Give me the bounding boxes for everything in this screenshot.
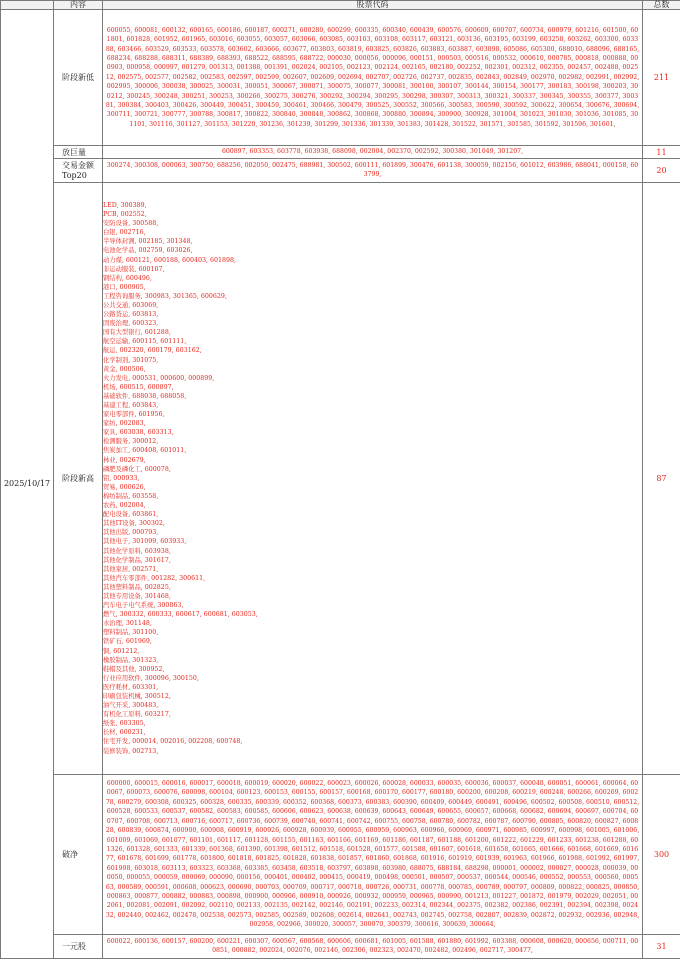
sector-item: 家电零部件, 601956,	[103, 410, 642, 419]
category-cell: 破净	[54, 774, 103, 934]
sector-item: 林业, 002679,	[103, 456, 642, 465]
sector-item: 铝, 000933,	[103, 474, 642, 483]
sector-item: 其他化学原料, 603938,	[103, 547, 642, 556]
count-cell: 211	[643, 10, 680, 146]
category-cell: 一元股	[54, 934, 103, 958]
sector-item: 铁矿石, 601969,	[103, 637, 642, 646]
codes-cell: 600022, 600136, 600157, 600200, 600221, 600307, 600567, 600568, 600606, 600681, 601005, 601588, 601880, 601992, 603388, 000608, 000620, 000656, 000711, 000851, 000882, 002024, 002076, 002146, 002306, 002323, 002470, 002482, 002496, 002717, 300477,	[103, 934, 643, 958]
sector-item: 水治理, 301148,	[103, 619, 642, 628]
sector-item: 鞋帽及其他, 300952,	[103, 665, 642, 674]
sector-item: 基建工程, 603843,	[103, 401, 642, 410]
sector-item: 油气开采, 300483,	[103, 701, 642, 710]
sector-item: 固废治理, 600323,	[103, 319, 642, 328]
codes-cell: 600000, 600015, 600016, 600017, 600018, 600019, 600020, 600022, 600023, 600026, 600028, 600033, 600035, 600036, 600037, 600048, 600051, 600061, 600064, 600067, 600073, 600076, 600098, 600104, 600123, 600153, 600155, 600157, 600168, 600170, 600177, 600180, 600200, 600208, 600219, 600248, 600266, 600269, 600278, 600279, 600308, 600325, 600328, 600335, 600339, 600352, 600368, 600373, 600383, 600390, 600409, 600449, 600491, 600496, 600502, 600508, 600510, 600512, 600528, 600533, 600537, 600582, 600583, 600585, 600606, 600623, 600638, 600639, 600643, 600649, 600655, 600657, 600668, 600682, 600694, 600697, 600704, 600707, 600708, 600713, 600716, 600717, 600736, 600739, 600740, 600741, 600742, 600755, 600758, 600780, 600782, 600787, 600790, 600805, 600820, 600827, 600828, 600839, 600874, 600900, 600908, 600919, 600926, 600928, 600939, 600955, 600959, 600963, 600966, 600969, 600971, 600985, 600997, 600998, 601005, 601006, 601009, 601069, 601077, 601101, 601117, 601128, 601155, 601163, 601166, 601169, 601186, 601187, 601188, 601200, 601222, 601229, 601233, 601238, 601288, 601326, 601328, 601333, 601339, 601368, 601390, 601398, 601512, 601518, 601528, 601577, 601588, 601607, 601618, 601658, 601665, 601666, 601668, 601669, 601677, 601678, 601699, 601778, 601800, 601818, 601825, 601828, 601838, 601857, 601860, 601868, 601916, 601919, 601939, 601963, 601966, 601988, 601992, 601997, 601998, 603018, 603113, 603323, 603368, 603385, 603458, 603518, 603797, 603898, 603980, 688075, 688184, 688298, 000001, 000002, 000027, 000028, 000039, 000050, 000055, 000059, 000069, 000090, 000156, 000401, 000402, 000415, 000419, 000498, 000501, 000507, 000537, 000544, 000546, 000552, 000553, 000560, 000563, 000589, 000591, 000608, 000623, 000690, 000703, 000709, 000717, 000718, 000726, 000731, 000778, 000785, 000789, 000797, 000809, 000822, 000825, 000850, 000863, 000877, 000882, 000883, 000898, 000900, 000906, 000910, 000926, 000932, 000959, 000965, 000990, 001213, 001227, 001872, 001979, 002029, 002051, 002061, 002081, 002091, 002092, 002110, 002133, 002135, 002142, 002146, 002191, 002233, 002314, 002344, 002375, 002382, 002386, 002391, 002394, 002398, 002432, 002440, 002462, 002478, 002538, 002573, 002585, 002589, 002608, 002614, 002641, 002743, 002745, 002758, 002807, 002839, 002872, 002932, 002936, 002948, 002958, 002966, 300020, 300057, 300070, 300379, 300616, 300639, 300664,	[103, 774, 643, 934]
sector-item: 家纺, 002083,	[103, 419, 642, 428]
sector-item: 磷肥及磷化工, 600078,	[103, 465, 642, 474]
sector-item: 白银, 002716,	[103, 228, 642, 237]
count-cell: 31	[643, 934, 680, 958]
header-content-col: 内容	[54, 1, 103, 10]
table-row	[1, 159, 680, 183]
sector-item: 贸易, 000626,	[103, 483, 642, 492]
sector-item: 长材, 600231,	[103, 728, 642, 737]
sector-item: LED, 300389,	[103, 201, 642, 210]
sector-item: 纸张, 603305,	[103, 719, 642, 728]
sector-item: 医疗耗材, 603301,	[103, 683, 642, 692]
sector-item: 火力发电, 000531, 000600, 000899,	[103, 374, 642, 383]
sector-item: 焦炭加工, 600408, 601011,	[103, 446, 642, 455]
sector-item: 其他IT设备, 300302,	[103, 519, 642, 528]
sector-item: 机场, 600515, 600897,	[103, 383, 642, 392]
sector-item: 装修装饰, 002713,	[103, 747, 642, 756]
category-cell: 交易金额Top20	[54, 159, 103, 183]
sector-item: 港口, 000905,	[103, 283, 642, 292]
sector-item: 住宅开发, 000014, 002016, 002208, 600748,	[103, 737, 642, 746]
codes-cell: 600055, 600081, 600132, 600165, 600186, 600187, 600271, 600280, 600299, 600335, 600340, 600439, 600576, 600609, 600707, 600734, 600979, 601216, 601500, 601801, 601828, 601952, 601965, 603016, 603055, 603057, 603066, 603085, 603103, 603108, 603117, 603121, 603136, 603195, 603199, 603258, 603262, 603300, 603388, 603466, 603529, 603533, 603578, 603602, 603666, 603677, 603803, 603819, 603825, 603826, 603883, 603887, 603898, 605086, 605300, 688010, 688096, 688165, 688234, 688288, 688311, 688389, 688393, 688522, 688595, 688722, 000030, 000056, 000096, 000151, 000503, 000516, 000532, 000610, 000785, 000818, 000888, 000903, 000958, 000997, 001279, 001313, 001388, 001391, 002024, 002105, 002123, 002124, 002165, 002180, 002252, 002301, 002312, 002355, 002457, 002488, 002512, 002575, 002577, 002582, 002583, 002597, 002599, 002607, 002609, 002694, 002707, 002726, 002737, 002835, 002843, 002849, 002970, 002982, 002991, 002992, 002995, 300006, 300038, 300025, 300031, 300051, 300067, 300071, 300075, 300077, 300081, 300100, 300107, 300144, 300154, 300177, 300183, 300198, 300203, 300212, 300245, 300248, 300251, 300253, 300266, 300275, 300276, 300292, 300294, 300295, 300298, 300307, 300313, 300321, 300337, 300345, 300355, 300377, 300381, 300384, 300403, 300426, 300449, 300451, 300459, 300461, 300466, 300479, 300525, 300552, 300566, 300583, 300590, 300592, 300622, 300654, 300676, 300694, 300711, 300721, 300777, 300788, 300817, 300822, 300840, 300848, 300862, 300868, 300880, 300894, 300900, 300928, 301004, 301023, 301030, 301036, 301085, 301101, 301116, 301127, 301153, 301220, 301236, 301239, 301299, 301336, 301339, 301383, 301428, 301522, 301571, 301585, 301592, 301596, 301601,	[103, 10, 643, 146]
header-date-col	[1, 1, 54, 10]
table-row	[1, 774, 680, 934]
sector-item: 塑料制品, 301100,	[103, 628, 642, 637]
sector-item: 电池化学品, 002759, 603026,	[103, 246, 642, 255]
count-cell: 87	[643, 182, 680, 774]
sector-list-cell	[103, 182, 643, 774]
sector-list	[103, 201, 642, 756]
sector-item: 航空运输, 600115, 601111,	[103, 337, 642, 346]
sector-item: 行业应用软件, 300096, 300150,	[103, 674, 642, 683]
sector-item: 其他家居, 002571,	[103, 565, 642, 574]
codes-cell: 600897, 603353, 603778, 603938, 688098, 002004, 002370, 002592, 300380, 301049, 301207,	[103, 146, 643, 159]
table-row	[1, 182, 680, 774]
sector-item: 半导体封测, 002185, 301348,	[103, 237, 642, 246]
sector-item: 其他化学制品, 301617,	[103, 556, 642, 565]
sector-item: 检测服务, 300012,	[103, 437, 642, 446]
sector-item: 家具, 603038, 603313,	[103, 428, 642, 437]
sector-item: 有机化工原料, 603217,	[103, 710, 642, 719]
sector-item: 汽车电子电气系统, 300863,	[103, 601, 642, 610]
sector-item: 安防设备, 300588,	[103, 219, 642, 228]
sector-item: 国有大型银行, 601288,	[103, 328, 642, 337]
sector-item: 非运动服装, 600107,	[103, 265, 642, 274]
table-row	[1, 146, 680, 159]
header-code-col: 股票代码	[103, 1, 643, 10]
sector-item: 燃气, 300332, 600333, 600617, 600681, 603053,	[103, 610, 642, 619]
category-cell: 阶段新低	[54, 10, 103, 146]
category-cell: 放巨量	[54, 146, 103, 159]
table-row	[1, 934, 680, 958]
sector-item: 其他汽车零部件, 001282, 300611,	[103, 574, 642, 583]
sector-item: 化学制剂, 301075,	[103, 356, 642, 365]
table-row	[1, 10, 680, 146]
sector-item: 印刷包装机械, 300512,	[103, 692, 642, 701]
sector-item: 钢结构, 600496,	[103, 274, 642, 283]
sector-item: 农药, 002004,	[103, 501, 642, 510]
date-cell: 2025/10/17	[1, 10, 54, 959]
count-cell: 20	[643, 159, 680, 183]
header-row	[1, 1, 680, 10]
count-cell: 11	[643, 146, 680, 159]
sector-item: 其他出版, 000793,	[103, 528, 642, 537]
count-cell: 300	[643, 774, 680, 934]
sector-item: 铜, 601212,	[103, 647, 642, 656]
category-cell: 阶段新高	[54, 182, 103, 774]
sector-item: 工程咨询服务, 300983, 301365, 600629,	[103, 292, 642, 301]
codes-cell: 300274, 300308, 000063, 300750, 688256, 002050, 002475, 688981, 300502, 600111, 601899, 300476, 601138, 300059, 002156, 601012, 603986, 688041, 000158, 603799,	[103, 159, 643, 183]
sector-item: PCB, 002552,	[103, 210, 642, 219]
sector-item: 黄金, 000506,	[103, 365, 642, 374]
sector-item: 配电设备, 603861,	[103, 510, 642, 519]
sector-item: 公共交通, 603069,	[103, 301, 642, 310]
sector-item: 其他专用设备, 301468,	[103, 592, 642, 601]
sector-item: 航运, 002320, 600179, 603162,	[103, 346, 642, 355]
sector-item: 基础软件, 688038, 688058,	[103, 392, 642, 401]
sector-item: 其他电子, 301099, 603933,	[103, 537, 642, 546]
sector-item: 动力煤, 600121, 600188, 600403, 601898,	[103, 256, 642, 265]
sector-item: 棉纺制品, 603558,	[103, 492, 642, 501]
sector-item: 橡胶制品, 301323,	[103, 656, 642, 665]
sector-item: 其他塑料制品, 002825,	[103, 583, 642, 592]
header-total-col: 总数	[643, 1, 680, 10]
sector-item: 公路货运, 603813,	[103, 310, 642, 319]
